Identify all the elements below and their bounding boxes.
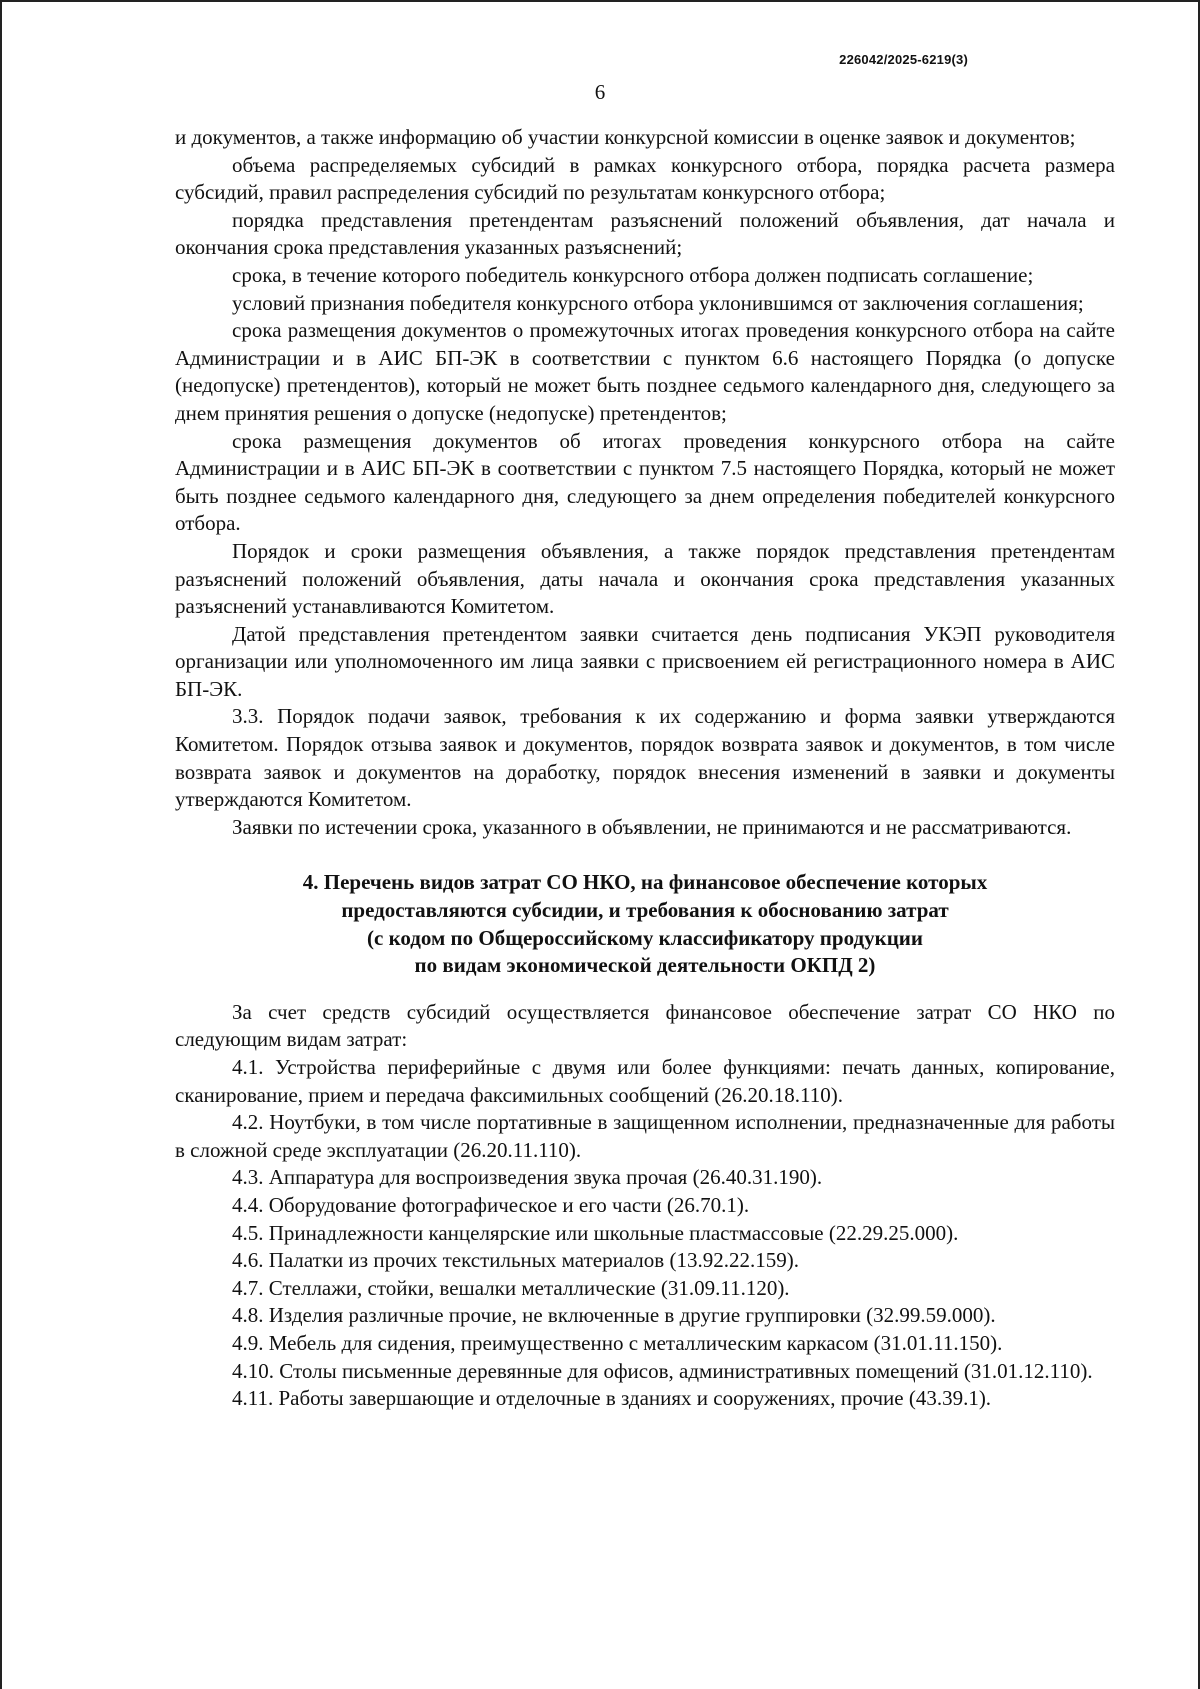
paragraph: Порядок и сроки размещения объявления, а также порядок представления претендентам разъяснений положений объявления, даты начала и окончания срока представления указанных разъяснений устанавливаются Комитетом.	[175, 538, 1115, 619]
paragraph: Заявки по истечении срока, указанного в объявлении, не принимаются и не рассматриваются.	[232, 814, 1072, 839]
section-heading-line: предоставляются субсидии, и требования к обоснованию затрат	[341, 898, 949, 923]
list-item: 4.3. Аппаратура для воспроизведения звука прочая (26.40.31.190).	[232, 1165, 823, 1190]
section-heading-line: 4. Перечень видов затрат СО НКО, на финансовое обеспечение которых	[302, 870, 988, 895]
section-heading-line: по видам экономической деятельности ОКПД 2)	[414, 953, 876, 978]
paragraph: объема распределяемых субсидий в рамках конкурсного отбора, порядка расчета размера субсидий, правил распределения субсидий по результатам конкурсного отбора;	[175, 152, 1115, 205]
list-item: 4.7. Стеллажи, стойки, вешалки металлические (31.09.11.120).	[232, 1275, 790, 1300]
paragraph: срока, в течение которого победитель конкурсного отбора должен подписать соглашение;	[232, 262, 1034, 287]
paragraph: Датой представления претендентом заявки считается день подписания УКЭП руководителя организации или уполномоченного им лица заявки с присвоением ей регистрационного номера в АИС БП-ЭК.	[175, 621, 1115, 701]
list-item: 4.9. Мебель для сидения, преимущественно с металлическим каркасом (31.01.11.150).	[232, 1330, 1003, 1355]
document-body	[175, 124, 1115, 1413]
list-item: 4.10. Столы письменные деревянные для офисов, административных помещений (31.01.12.110).	[232, 1358, 1093, 1383]
list-item: 4.11. Работы завершающие и отделочные в зданиях и сооружениях, прочие (43.39.1).	[232, 1386, 992, 1411]
page-number: 6	[594, 80, 606, 104]
list-item: 4.8. Изделия различные прочие, не включенные в другие группировки (32.99.59.000).	[232, 1303, 996, 1328]
paragraph: и документов, а также информацию об участии конкурсной комиссии в оценке заявок и документов;	[175, 125, 1076, 149]
paragraph: порядка представления претендентам разъяснений положений объявления, дат начала и окончания срока представления указанных разъяснений;	[175, 207, 1115, 260]
list-item: 4.4. Оборудование фотографическое и его части (26.70.1).	[232, 1192, 750, 1217]
list-item: 4.6. Палатки из прочих текстильных материалов (13.92.22.159).	[232, 1248, 799, 1273]
list-item: 4.5. Принадлежности канцелярские или школьные пластмассовые (22.29.25.000).	[232, 1220, 959, 1245]
paragraph: 3.3. Порядок подачи заявок, требования к их содержанию и форма заявки утверждаются Комитетом. Порядок отзыва заявок и документов, порядок возврата заявок и документов, в том числе возврата заявок и документов на доработку, порядок внесения изменений в заявки и документы утверждаются Комитетом.	[175, 704, 1115, 812]
list-item: 4.1. Устройства периферийные с двумя или более функциями: печать данных, копирование, сканирование, прием и передача факсимильных сообщений (26.20.18.110).	[175, 1055, 1115, 1107]
section-heading-line: (с кодом по Общероссийскому классификатору продукции	[367, 925, 923, 950]
paragraph: срока размещения документов об итогах проведения конкурсного отбора на сайте Администрации и в АИС БП-ЭК в соответствии с пунктом 7.5 настоящего Порядка, который не может быть позднее седьмого календарного дня, следующего за днем определения победителей конкурсного отбора.	[175, 428, 1115, 536]
section-intro: За счет средств субсидий осуществляется финансовое обеспечение затрат СО НКО по следующим видам затрат:	[175, 999, 1115, 1052]
section-heading	[175, 869, 1115, 979]
registration-number: 226042/2025-6219(3)	[839, 52, 968, 67]
list-item: 4.2. Ноутбуки, в том числе портативные в защищенном исполнении, предназначенные для работы в сложной среде эксплуатации (26.20.11.110).	[175, 1110, 1115, 1162]
paragraph: условий признания победителя конкурсного отбора уклонившимся от заключения соглашения;	[232, 290, 1084, 315]
paragraph: срока размещения документов о промежуточных итогах проведения конкурсного отбора на сайте Администрации и в АИС БП-ЭК в соответствии с пунктом 6.6 настоящего Порядка (о допуске (недопуске) претендентов), который не может быть позднее седьмого календарного дня, следующего за днем принятия решения о допуске (недопуске) претендентов;	[175, 318, 1115, 425]
